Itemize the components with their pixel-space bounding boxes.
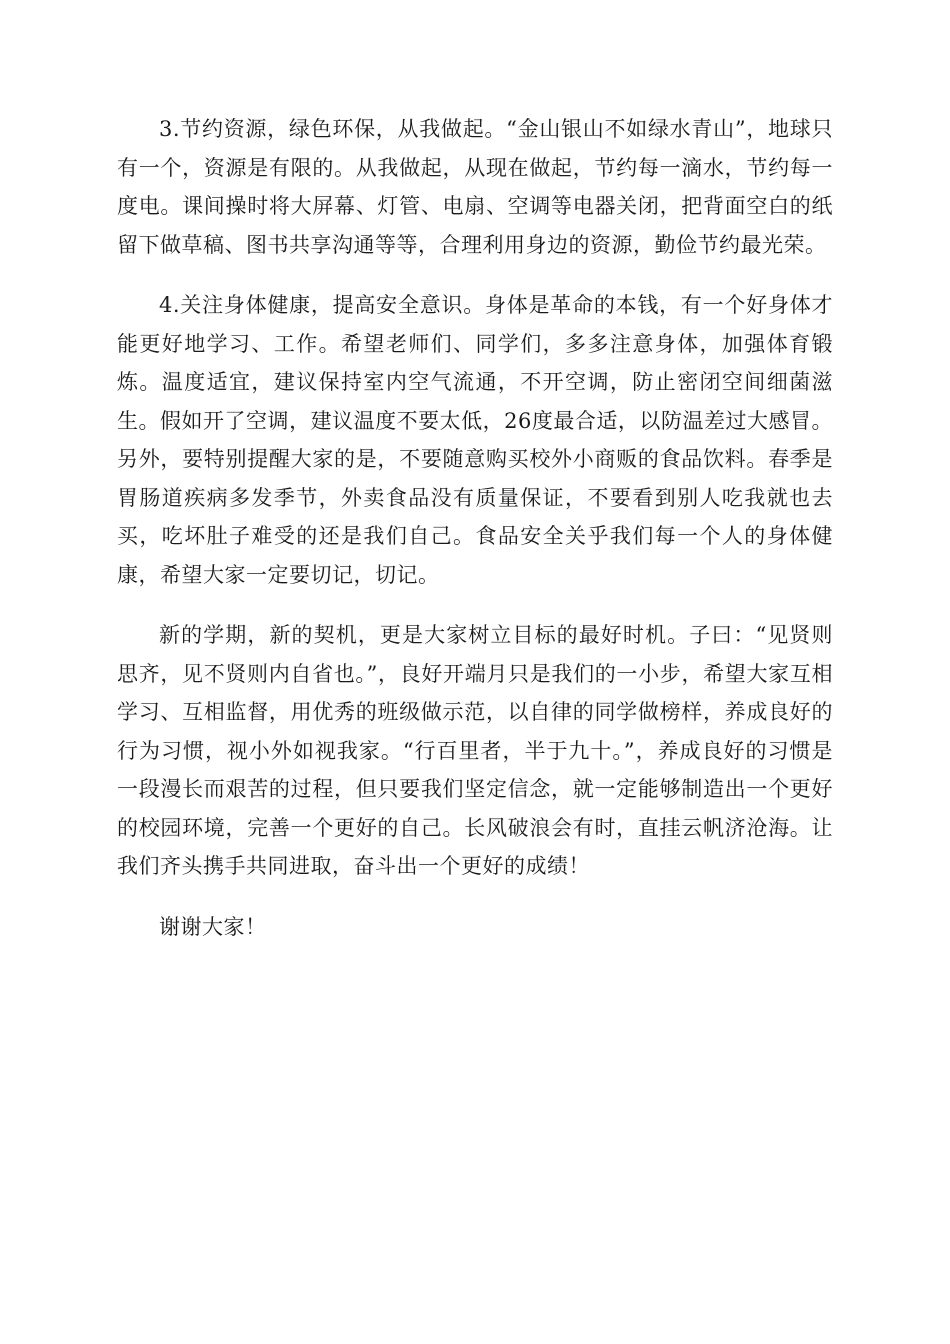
document-body: [117, 110, 833, 968]
paragraph-new-semester: 新的学期，新的契机，更是大家树立目标的最好时机。子曰：“见贤则思齐，见不贤则内自省也。”，良好开端月只是我们的一小步，希望大家互相学习、互相监督，用优秀的班级做示范，以自律的同学做榜样，养成良好的行为习惯，视小外如视我家。“行百里者，半于九十。”，养成良好的习惯是一段漫长而艰苦的过程，但只要我们坚定信念，就一定能够制造出一个更好的校园环境，完善一个更好的自己。长风破浪会有时，直挂云帆济沧海。让我们齐头携手共同进取，奋斗出一个更好的成绩！: [117, 623, 833, 878]
paragraph-save-resources: 3.节约资源，绿色环保，从我做起。“金山银山不如绿水青山”，地球只有一个，资源是有限的。从我做起，从现在做起，节约每一滴水，节约每一度电。课间操时将大屏幕、灯管、电扇、空调等电器关闭，把背面空白的纸留下做草稿、图书共享沟通等等，合理利用身边的资源，勤俭节约最光荣。: [117, 117, 833, 257]
paragraph-thanks: 谢谢大家！: [159, 914, 267, 939]
paragraph-health-safety: 4.关注身体健康，提高安全意识。身体是革命的本钱，有一个好身体才能更好地学习、工作。希望老师们、同学们，多多注意身体，加强体育锻炼。温度适宜，建议保持室内空气流通，不开空调，防止密闭空间细菌滋生。假如开了空调，建议温度不要太低，26度最合适，以防温差过大感冒。另外，要特别提醒大家的是，不要随意购买校外小商贩的食品饮料。春季是胃肠道疾病多发季节，外卖食品没有质量保证，不要看到别人吃我就也去买，吃坏肚子难受的还是我们自己。食品安全关乎我们每一个人的身体健康，希望大家一定要切记，切记。: [117, 293, 833, 587]
